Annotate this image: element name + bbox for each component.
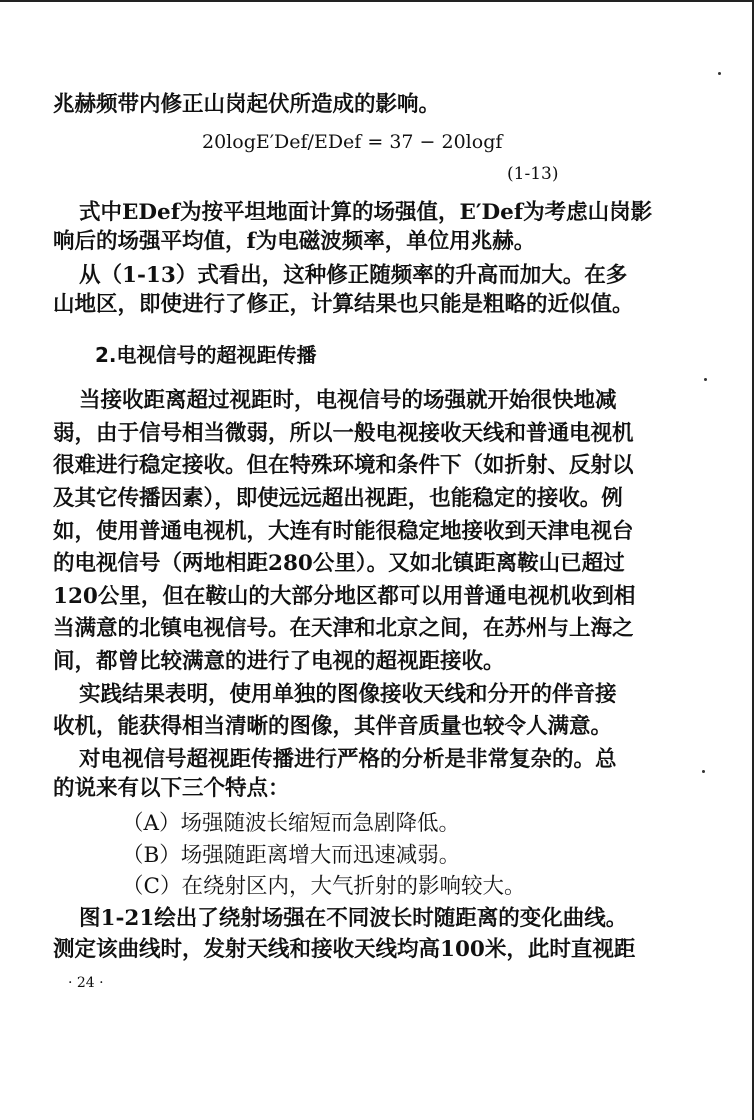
text-line-18: 的说来有以下三个特点： [53, 776, 290, 801]
equation: 20logE′Def/EDef = 37 − 20logf [202, 131, 503, 153]
text-line-1: 兆赫频带内修正山岗起伏所造成的影响。 [53, 92, 441, 117]
section-heading: 2.电视信号的超视距传播 [95, 343, 317, 367]
text-line-8: 很难进行稳定接收。但在特殊环境和条件下（如折射、反射以 [53, 453, 634, 478]
text-line-2: 式中EDef为按平坦地面计算的场强值，E′Def为考虑山岗影 [79, 200, 653, 225]
text-line-16: 收机，能获得相当清晰的图像，其伴音质量也较令人满意。 [53, 714, 613, 739]
text-line-4: 从（1-13）式看出，这种修正随频率的升高而加大。在多 [79, 263, 628, 288]
text-line-11: 的电视信号（两地相距280公里）。又如北镇距离鞍山已超过 [53, 551, 625, 576]
text-line-14: 间，都曾比较满意的进行了电视的超视距接收。 [53, 649, 505, 674]
text-line-10: 如，使用普通电视机，大连有时能很稳定地接收到天津电视台 [53, 519, 634, 544]
text-line-5: 山地区，即使进行了修正，计算结果也只能是粗略的近似值。 [53, 292, 634, 317]
text-line-22: 图1-21绘出了绕射场强在不同波长时随距离的变化曲线。 [79, 906, 628, 931]
text-line-23: 测定该曲线时，发射天线和接收天线均高100米，此时直视距 [53, 937, 636, 962]
feature-item-b: （B）场强随距离增大而迅速减弱。 [122, 843, 461, 868]
equation-number: (1-13) [507, 164, 559, 184]
feature-item-a: （A）场强随波长缩短而急剧降低。 [122, 811, 461, 836]
page-number: · 24 · [68, 975, 104, 991]
scan-speck [718, 72, 721, 75]
text-line-12: 120公里，但在鞍山的大部分地区都可以用普通电视机收到相 [53, 584, 636, 609]
text-line-13: 当满意的北镇电视信号。在天津和北京之间，在苏州与上海之 [53, 616, 634, 641]
text-line-7: 弱，由于信号相当微弱，所以一般电视接收天线和普通电视机 [53, 421, 634, 446]
scan-speck [704, 378, 707, 381]
text-line-6: 当接收距离超过视距时，电视信号的场强就开始很快地减 [79, 388, 617, 413]
scan-speck [702, 770, 705, 773]
feature-item-c: （C）在绕射区内，大气折射的影响较大。 [122, 874, 526, 899]
text-line-15: 实践结果表明，使用单独的图像接收天线和分开的伴音接 [79, 682, 617, 707]
text-line-17: 对电视信号超视距传播进行严格的分析是非常复杂的。总 [79, 747, 617, 772]
text-line-3: 响后的场强平均值，f为电磁波频率，单位用兆赫。 [53, 229, 536, 254]
text-line-9: 及其它传播因素），即使远远超出视距，也能稳定的接收。例 [53, 486, 623, 511]
top-border [0, 0, 754, 2]
